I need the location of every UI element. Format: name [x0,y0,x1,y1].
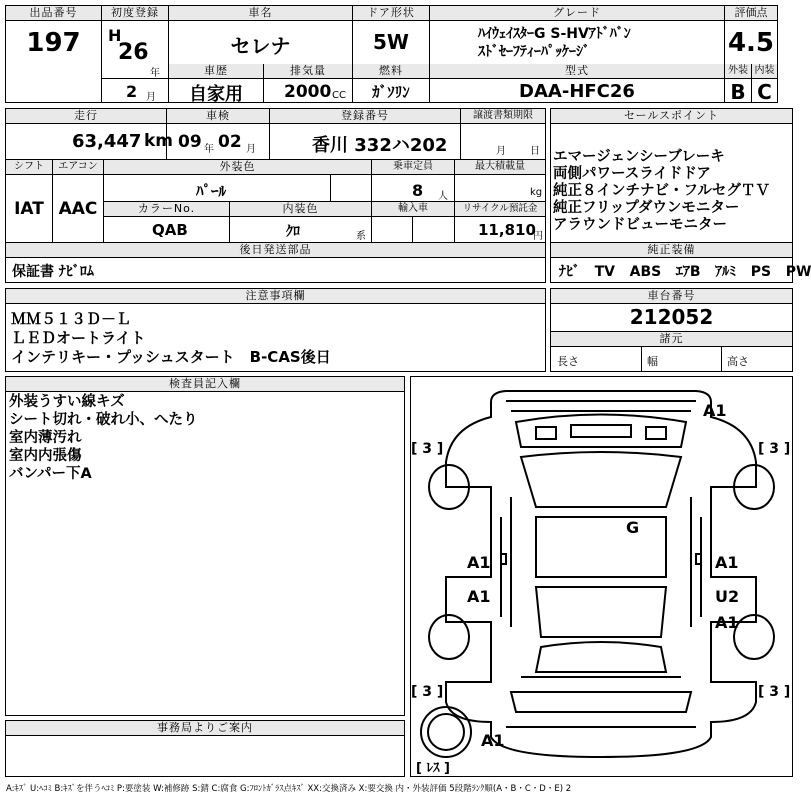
max-load-label: 最大積載量 [455,160,545,175]
grade-line-2: ｽﾄﾞｾｰﾌﾃｨｰﾊﾟｯｹｰｼﾞ [478,44,590,60]
sales-point-1: エマージェンシーブレーキ [553,149,725,165]
inspector-label: 検査員記入欄 [6,377,404,392]
interior-color-label: 内装色 [230,202,371,217]
interior-color: ｸﾛ [286,224,300,240]
registration-month: 2 [126,82,138,101]
specs-panel [5,108,546,283]
shift-type: IAT [14,199,44,219]
note-line-1: ＭＭ５１３Ｄ－Ｌ [11,310,132,328]
lot-number: 197 [26,28,81,58]
inspection-year-unit: 年 [204,144,214,155]
later-parts: 保証書 ﾅﾋﾞﾛﾑ [12,264,94,280]
note-line-2: ＬＥＤオートライト [11,329,146,347]
capacity-label: 乗車定員 [372,160,454,175]
first-registration-cell [102,6,168,102]
inspector-line-1: 外装うすい線キズ [9,394,125,410]
history-label: 車歴 [169,64,263,79]
inspector-line-4: 室内内張傷 [9,448,82,464]
equipment-alloy: ｱﾙﾐ [715,264,737,280]
interior-grade: C [757,80,772,104]
max-load-unit: kg [530,187,543,198]
exterior-grade: B [730,80,746,104]
era: H [108,26,122,45]
door-cell [353,6,429,64]
spare-tire-status-value: ﾚｽ [426,761,440,776]
transfer-day-unit: 日 [530,146,540,157]
equipment-label: 純正装備 [551,243,792,258]
color-number: QAB [152,221,188,239]
office-label: 事務局よりご案内 [6,721,404,736]
month-unit: 月 [146,92,156,103]
inspector-panel [5,376,405,716]
damage-mark-right-rear-lower: A1 [715,613,739,632]
tire-depth-rear-right: [ 3 ] [758,684,791,700]
mileage-label: 走行 [6,109,166,124]
recycle-unit: 円 [533,231,543,242]
mileage: 63,447 [72,131,142,152]
recycle-label: リサイクル預託金 [455,202,545,217]
sales-point-3: 純正８インチナビ・フルセグＴＶ [553,183,770,199]
exterior-color: ﾊﾟｰﾙ [196,182,227,200]
equipment-airbag: ｴｱB [675,264,701,280]
exterior-grade-label: 外装 [725,64,751,79]
car-name-cell [169,6,352,64]
height-label: 高さ [727,355,749,368]
rating-cell [725,6,777,64]
capacity: 8 [412,181,424,200]
registration-label: 登録番号 [270,109,460,124]
mileage-unit: km [144,131,174,151]
grade-line-1: ﾊｲｳｪｲｽﾀｰG S-HVｱﾄﾞﾊﾞﾝ [478,26,631,42]
transfer-label: 譲渡書類期限 [461,109,545,124]
model-code: DAA-HFC26 [519,81,635,102]
note-line-3: インテリキー・プッシュスタート B-CAS後日 [11,348,331,366]
chassis-label: 車台番号 [551,289,792,304]
inspector-line-5: バンパー下A [9,466,92,482]
aircon-label: エアコン [53,160,103,175]
vehicle-history: 自家用 [189,84,243,105]
inspection-label: 車検 [167,109,269,124]
grade-cell [430,6,724,64]
sales-points-label: セールスポイント [551,109,792,124]
inspection-month: 02 [218,132,242,152]
inspector-line-2: シート切れ・破れ小、へたり [9,412,198,428]
door-label: ドア形状 [353,6,429,21]
equipment-tv: TV [594,264,616,280]
displacement: 2000 [284,82,332,102]
fuel-type: ｶﾞｿﾘﾝ [372,83,410,101]
equipment-abs: ABS [629,264,662,280]
chassis-panel [550,288,793,372]
interior-color-unit: 系 [356,231,366,242]
damage-mark-right-front-door: A1 [715,553,739,572]
shift-label: シフト [6,160,52,175]
displacement-unit: CC [332,90,346,101]
sales-point-2: 両側パワースライドドア [553,166,711,182]
exterior-color-label: 外装色 [104,160,371,175]
registration-number: 香川 332ハ202 [312,135,448,156]
inspection-year: 09 [178,132,202,152]
lot-number-label: 出品番号 [6,6,101,21]
sales-point-5: アラウンドビューモニター [553,217,727,233]
header-panel [5,5,778,103]
interior-grade-label: 内装 [752,64,777,79]
fuel-label: 燃料 [353,64,429,79]
sales-point-4: 純正フリップダウンモニター [553,200,740,216]
damage-mark-windshield: G [626,518,640,537]
damage-mark-front-right: A1 [703,401,727,420]
displacement-label: 排気量 [264,64,352,79]
length-label: 長さ [557,355,579,368]
tire-depth-rear-left: [ 3 ] [411,684,444,700]
first-registration-label: 初度登録 [102,6,168,21]
color-number-label: カラーNo. [104,202,229,217]
overall-rating: 4.5 [727,28,775,58]
damage-legend: A:ｷｽﾞ U:ﾍｺﾐ B:ｷｽﾞを伴うﾍｺﾐ P:要塗装 W:補修跡 S:錆 C:腐食 G:ﾌﾛﾝﾄｶﾞﾗｽ点ｷｽﾞ XX:交換済み X:要交換 内・外装評価 5段階ﾗﾝｸ順(A・B・C・D・E) 2 [6,784,572,794]
rating-label: 評価点 [725,6,777,21]
tire-depth-front-right-value: 3 [769,441,780,457]
equipment-ps: PS [750,264,772,280]
import-label: 輸入車 [372,202,454,217]
damage-mark-left-front-door: A1 [467,553,491,572]
door-type: 5W [373,30,409,54]
grade-label: グレード [430,6,724,21]
car-outline-diagram [411,377,792,776]
office-panel [5,720,405,777]
recycle-fee: 11,810 [478,221,536,239]
width-label: 幅 [647,355,658,368]
tire-depth-front-left-value: 3 [422,441,433,457]
transfer-month-unit: 月 [496,146,506,157]
tire-depth-rear-left-value: 3 [422,684,433,700]
car-diagram-panel [410,376,793,777]
tire-depth-front-left: [ 3 ] [411,441,444,457]
later-parts-label: 後日発送部品 [6,243,545,258]
car-name: セレナ [230,34,291,58]
registration-year: 26 [118,40,149,65]
equipment-list [559,261,811,281]
tire-depth-front-right: [ 3 ] [758,441,791,457]
damage-mark-rear-bumper: A1 [481,731,505,750]
car-name-label: 車名 [169,6,352,21]
model-label: 型式 [430,64,724,79]
capacity-unit: 人 [438,191,448,202]
tire-depth-rear-right-value: 3 [769,684,780,700]
inspection-month-unit: 月 [246,144,256,155]
notes-label: 注意事項欄 [6,289,545,304]
equipment-pw: PW [785,264,811,280]
chassis-number: 212052 [629,305,714,329]
sales-points-panel [550,108,811,283]
equipment-nav: ﾅﾋﾞ [559,264,580,280]
aircon-type: AAC [58,199,98,219]
lot-number-cell [6,6,101,102]
dimensions-label: 諸元 [551,332,792,347]
notes-panel [5,288,546,372]
damage-mark-left-rear-door: A1 [467,587,491,606]
year-unit: 年 [150,68,160,79]
damage-mark-right-rear-upper: U2 [715,587,740,606]
inspector-line-3: 室内薄汚れ [9,430,82,446]
spare-tire-status: [ ﾚｽ ] [416,761,450,776]
